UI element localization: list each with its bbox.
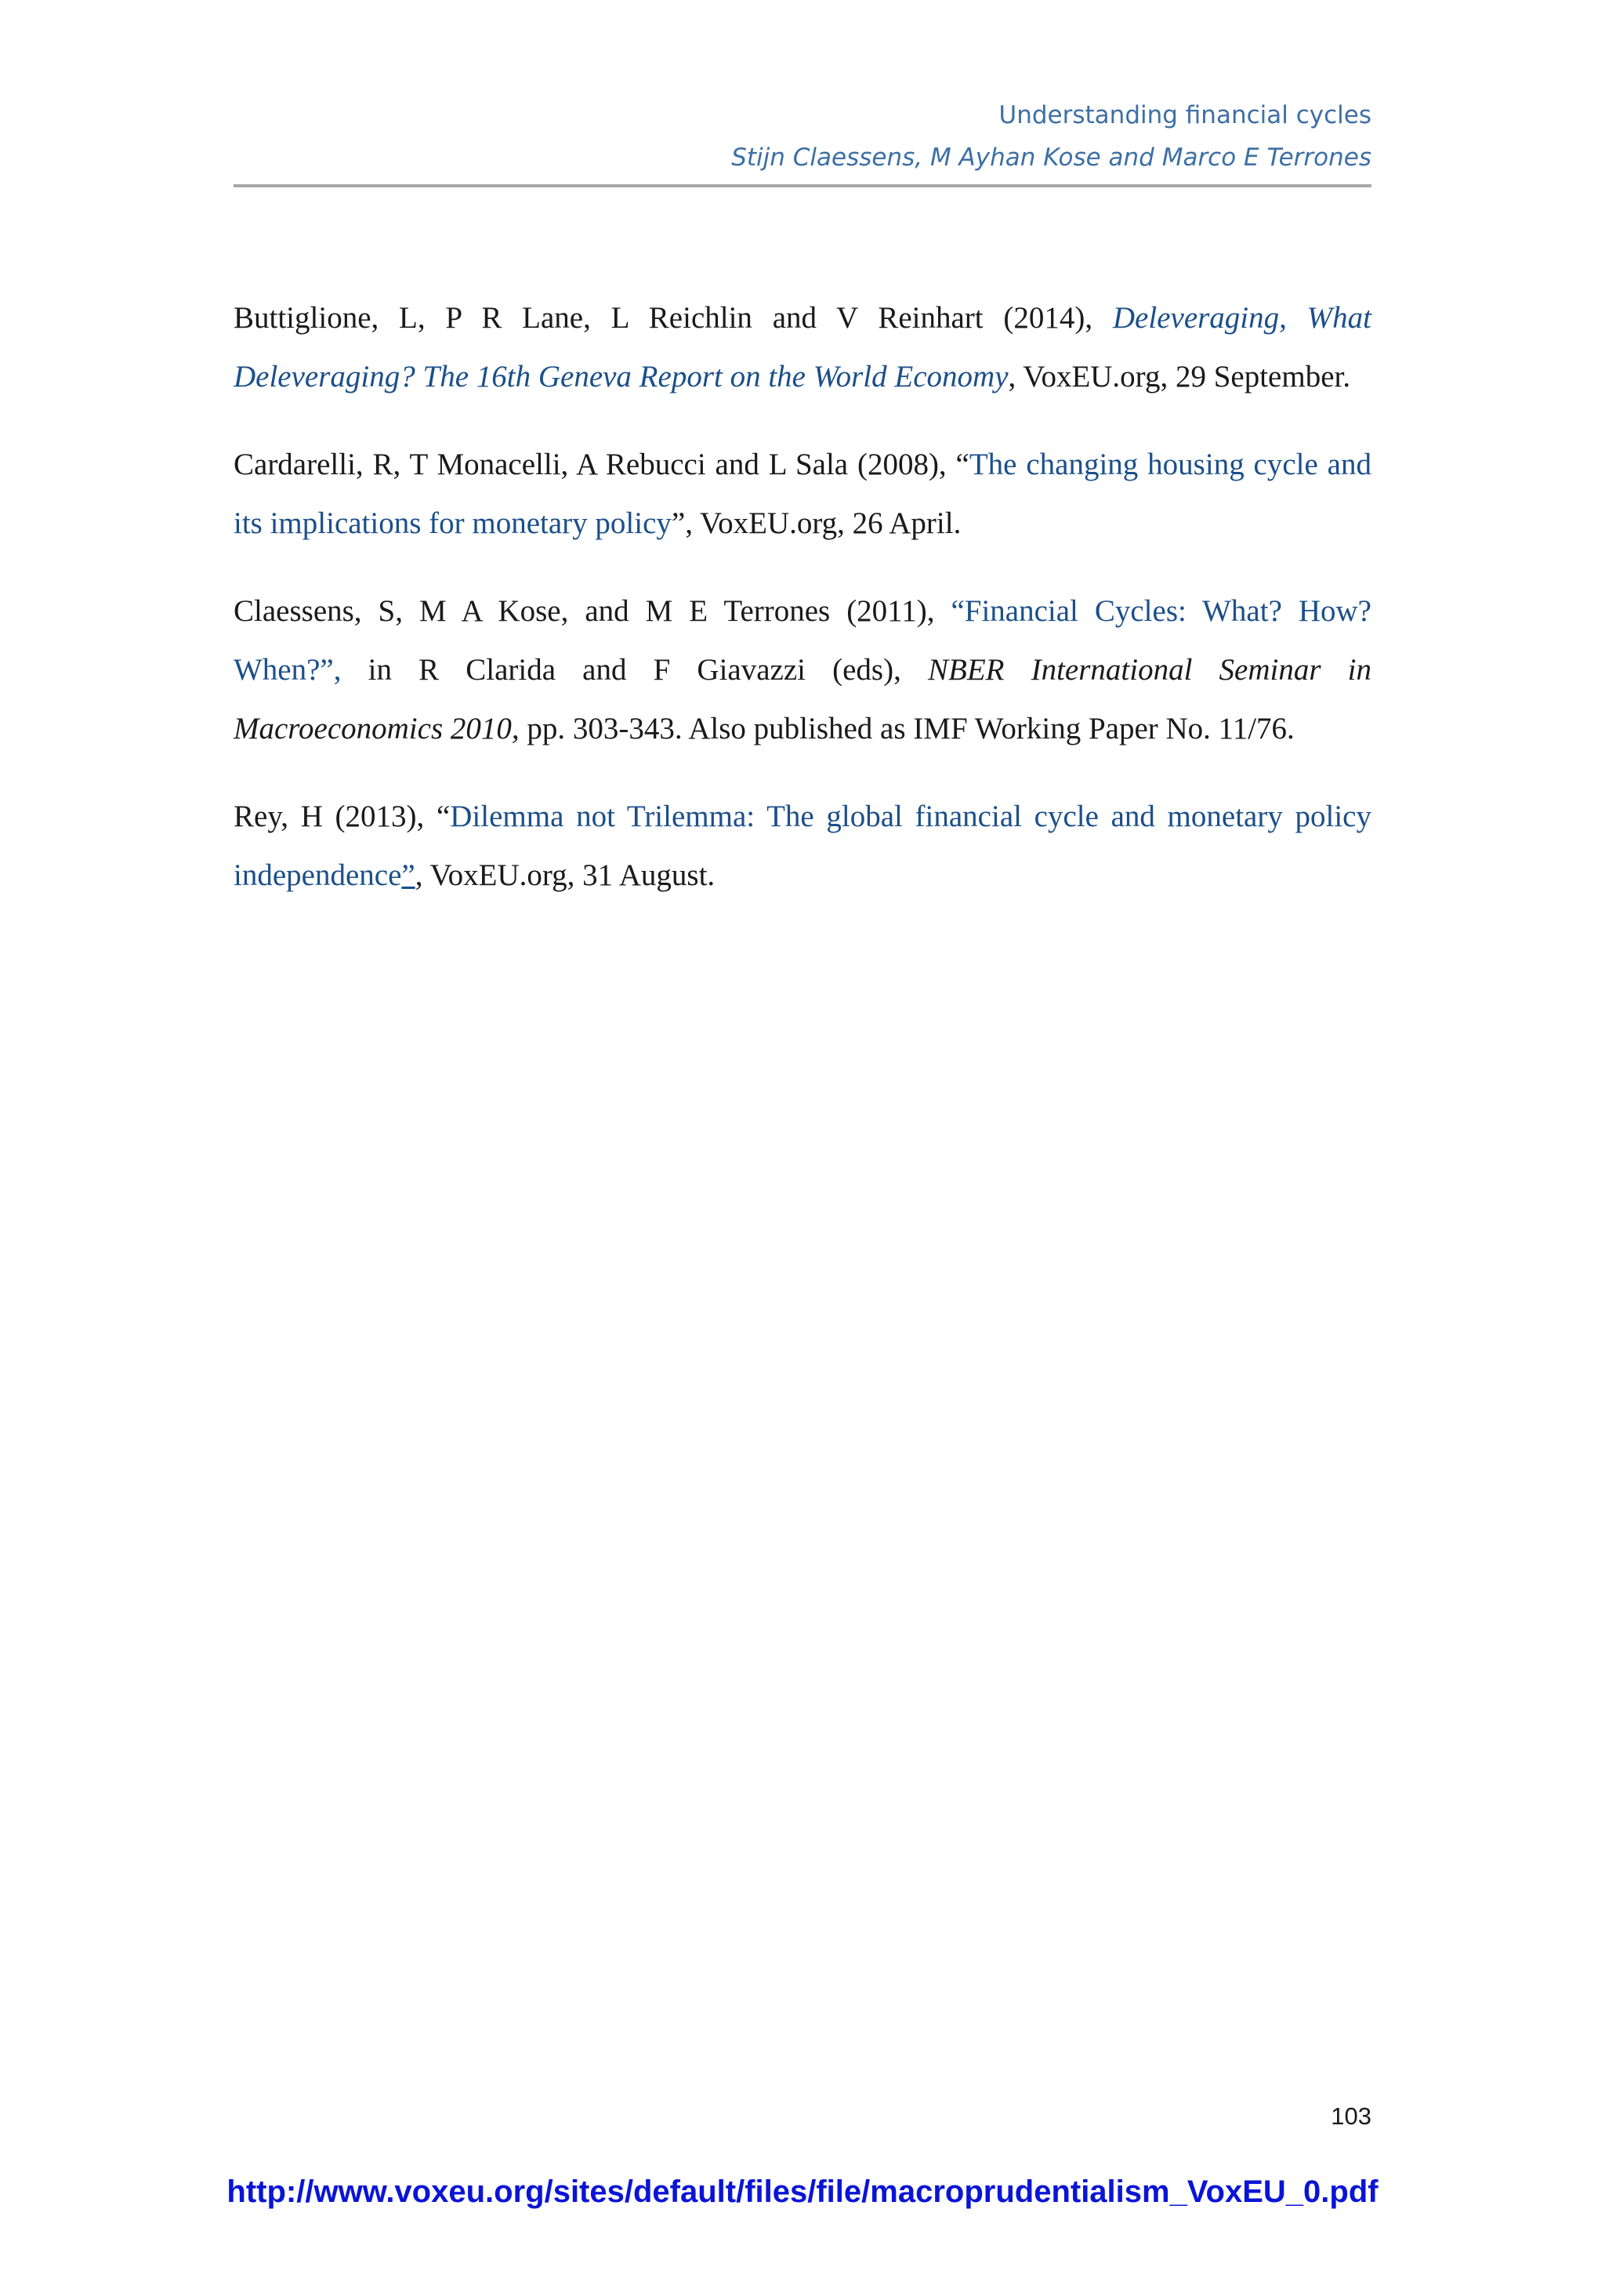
header-divider	[234, 184, 1371, 187]
reference-cardarelli-2008	[234, 435, 1371, 553]
reference-text: in R Clarida and F Giavazzi (eds),	[341, 653, 928, 687]
reference-rey-2013	[234, 787, 1371, 905]
page-number: 103	[1331, 2102, 1371, 2130]
reference-text: pp. 303-343. Also published as IMF Working Paper No. 11/76.	[519, 712, 1295, 745]
header-title: Understanding financial cycles	[998, 101, 1371, 129]
reference-text: Cardarelli, R, T Monacelli, A Rebucci and L Sala (2008), “	[234, 448, 969, 481]
reference-link-deleveraging[interactable]: Deleveraging, What Deleveraging? The 16th Geneva Report on the World Economy	[234, 301, 1371, 394]
reference-text: , VoxEU.org, 31 August.	[415, 858, 716, 892]
running-header	[731, 94, 1371, 179]
reference-link-dilemma[interactable]: Dilemma not Trilemma: The global financial cycle and monetary policy independence	[234, 800, 1371, 892]
reference-link-tail[interactable]: ,	[333, 653, 342, 687]
reference-claessens-2011	[234, 582, 1371, 758]
header-authors: Stijn Claessens, M Ayhan Kose and Marco E Terrones	[731, 143, 1371, 172]
reference-text: ”, VoxEU.org, 26 April.	[671, 506, 962, 540]
source-url-link[interactable]: http://www.voxeu.org/sites/default/files/file/macroprudentialism_VoxEU_0.pdf	[226, 2174, 1379, 2209]
reference-list	[234, 288, 1371, 934]
reference-text: Claessens, S, M A Kose, and M E Terrones (2011),	[234, 594, 951, 628]
reference-text: , VoxEU.org, 29 September.	[1008, 360, 1351, 394]
reference-text: Buttiglione, L, P R Lane, L Reichlin and V Reinhart (2014),	[234, 301, 1113, 335]
reference-link-housing-cycle[interactable]: The changing housing cycle and its implications for monetary policy	[234, 448, 1371, 540]
reference-buttiglione-2014	[234, 288, 1371, 406]
reference-book-title: NBER International Seminar in Macroeconomics 2010,	[234, 653, 1371, 745]
reference-link-financial-cycles[interactable]: “Financial Cycles: What? How? When?”	[234, 594, 1371, 687]
reference-link-tail[interactable]: ”	[401, 858, 415, 892]
reference-text: Rey, H (2013), “	[234, 800, 451, 833]
